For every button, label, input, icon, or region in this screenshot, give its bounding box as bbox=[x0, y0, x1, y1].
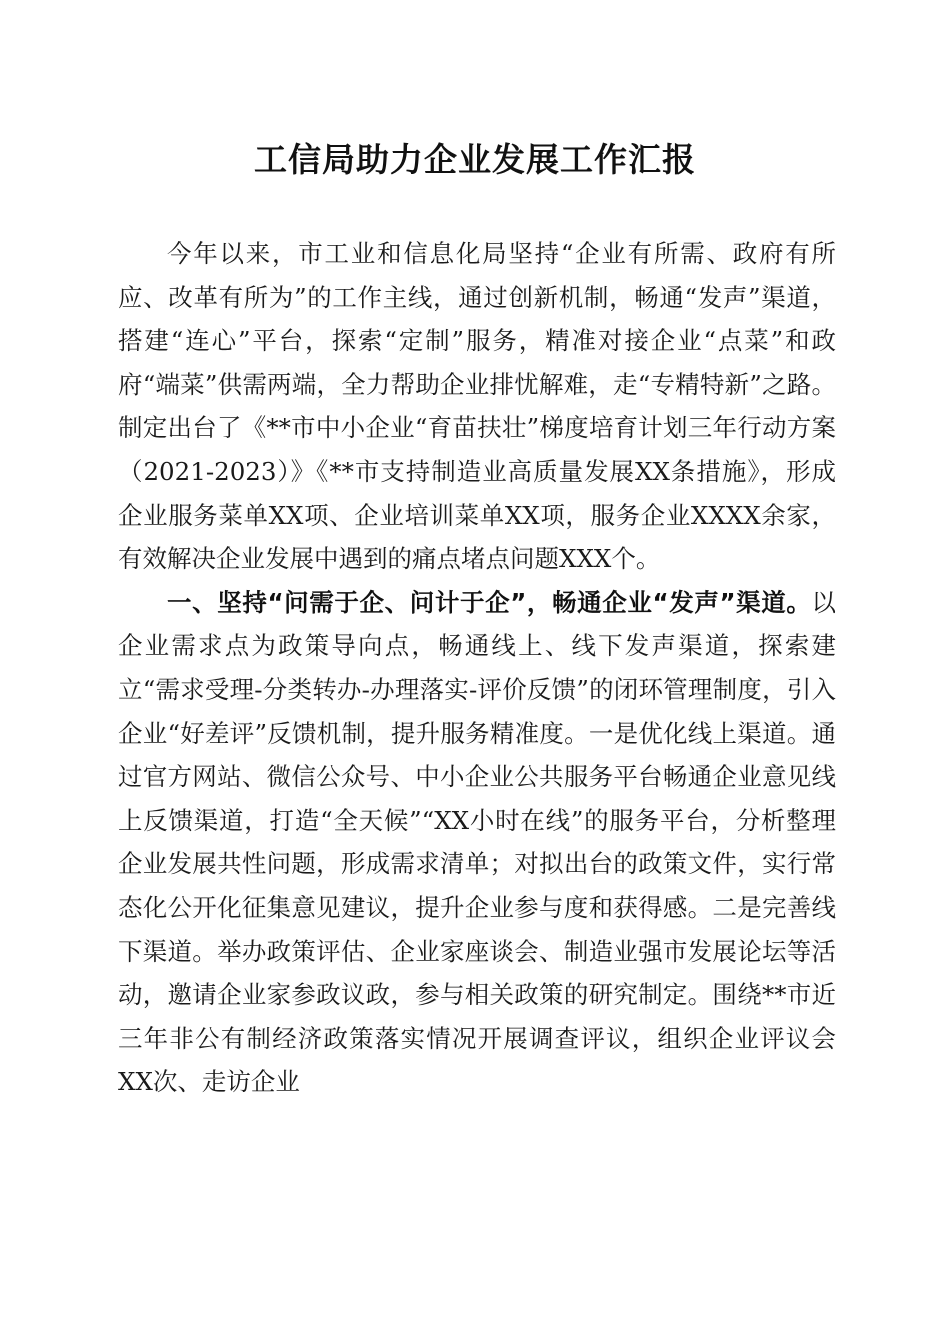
section-1-body: 以企业需求点为政策导向点，畅通线上、线下发声渠道，探索建立“需求受理-分类转办-办理落实-评价反馈”的闭环管理制度，引入企业“好差评”反馈机制，提升服务精准度。一是优化线上渠道。通过官方网站、微信公众号、中小企业公共服务平台畅通企业意见线上反馈渠道，打造“全天候”“XX小时在线”的服务平台，分析整理企业发展共性问题，形成需求清单；对拟出台的政策文件，实行常态化公开化征集意见建议，提升企业参与度和获得感。二是完善线下渠道。举办政策评估、企业家座谈会、制造业强市发展论坛等活动，邀请企业家参政议政，参与相关政策的研究制定。围绕**市近三年非公有制经济政策落实情况开展调查评议，组织企业评议会XX次、走访企业 bbox=[118, 587, 836, 1097]
section-1-paragraph bbox=[118, 581, 836, 1104]
document-title: 工信局助力企业发展工作汇报 bbox=[254, 140, 696, 179]
document-body bbox=[118, 232, 836, 1104]
intro-paragraph: 今年以来，市工业和信息化局坚持“企业有所需、政府有所应、改革有所为”的工作主线，通过创新机制，畅通“发声”渠道，搭建“连心”平台，探索“定制”服务，精准对接企业“点菜”和政府“端菜”供需两端，全力帮助企业排忧解难，走“专精特新”之路。制定出台了《**市中小企业“育苗扶壮”梯度培育计划三年行动方案（2021-2023）》《**市支持制造业高质量发展XX条措施》，形成企业服务菜单XX项、企业培训菜单XX项，服务企业XXXX余家，有效解决企业发展中遇到的痛点堵点问题XXX个。 bbox=[118, 239, 836, 574]
section-1-heading: 一、坚持“问需于企、问计于企”，畅通企业“发声”渠道。 bbox=[167, 587, 812, 617]
